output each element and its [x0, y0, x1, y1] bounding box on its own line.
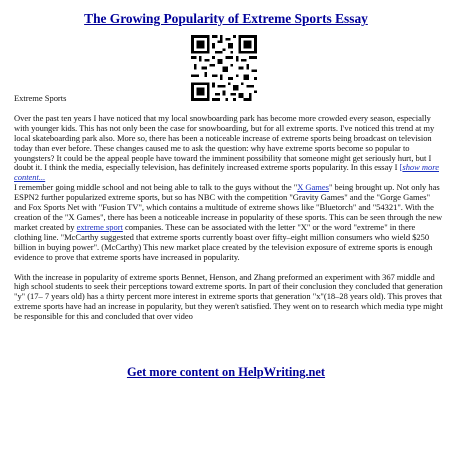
paragraph-2-text-c: companies. These can be associated with the letter "X" or the word "extreme" in there clothing line. "McCarthy suggested that extreme sports currently boast over fifty–eight million consumers who wield $250 billion in buying power". (McCarthy) This new market place created by the television exposure of extreme sports is enough evidence to prove that extreme sports have increased in popularity. [14, 221, 433, 262]
get-more-content-link[interactable]: Get more content on HelpWriting.net [126, 365, 326, 379]
paragraph-3: With the increase in popularity of extreme sports Bennet, Henson, and Zhang preformed an experiment with 367 middle and high school students to seek their perceptions toward extreme sports. In part of their conclusion they concluded that generation "y" (17– 7 years old) has a thirty percent more interest in extreme sports that generation "x"(18–28 years old). This proves that extreme sports have had an increase in popularity, but they weren't satisfied. They went on to research which media type might be responsible for this and concluded that over video [14, 271, 443, 322]
essay-body [14, 94, 444, 322]
paragraph-1 [14, 114, 444, 183]
show-more-link[interactable]: show more content... [14, 162, 439, 183]
page-title[interactable]: The Growing Popularity of Extreme Sports Essay [84, 11, 368, 26]
paragraph-2-text-b: " being brought up. Not only has ESPN2 further popularized extreme sports, but so has NBC with the competition "Gravity Games" and the "Gorge Games" and Fox Sports Net with "Fusion TV", which contains a multitude of extreme shows like "Bluetorch" and "54321". With the creation of the "X Games", there has been a noticeable increase in popularity of these sports. This can be seen through the new market created by [14, 182, 443, 232]
paragraph-2 [14, 183, 444, 262]
ellipsis-marker: [ [399, 162, 403, 173]
x-games-link[interactable]: X Games [297, 182, 329, 193]
essay-heading: Extreme Sports [14, 93, 67, 103]
paragraph-2-text-a: I remember going middle school and not being able to talk to the guys without the " [14, 182, 298, 193]
extreme-sport-link[interactable]: extreme sport [76, 221, 123, 232]
paragraph-1-text: Over the past ten years I have noticed that my local snowboarding park has become more crowded every season, especially with younger kids. This has not only been the case for snowboarding, but for all extreme sports. I've noticed this trend at my local skateboarding park also. More so, there has been a noticeable increase of extreme sports being broadcast on television today than ever before. These changes caused me to ask the question: why have extreme sports become so popular to youngsters? It could be the appeal people have toward the imminent possibility that someone might get seriously hurt, but I doubt it. I think the media, especially television, has definitely increased extreme sports popularity. In this essay I [14, 112, 435, 173]
